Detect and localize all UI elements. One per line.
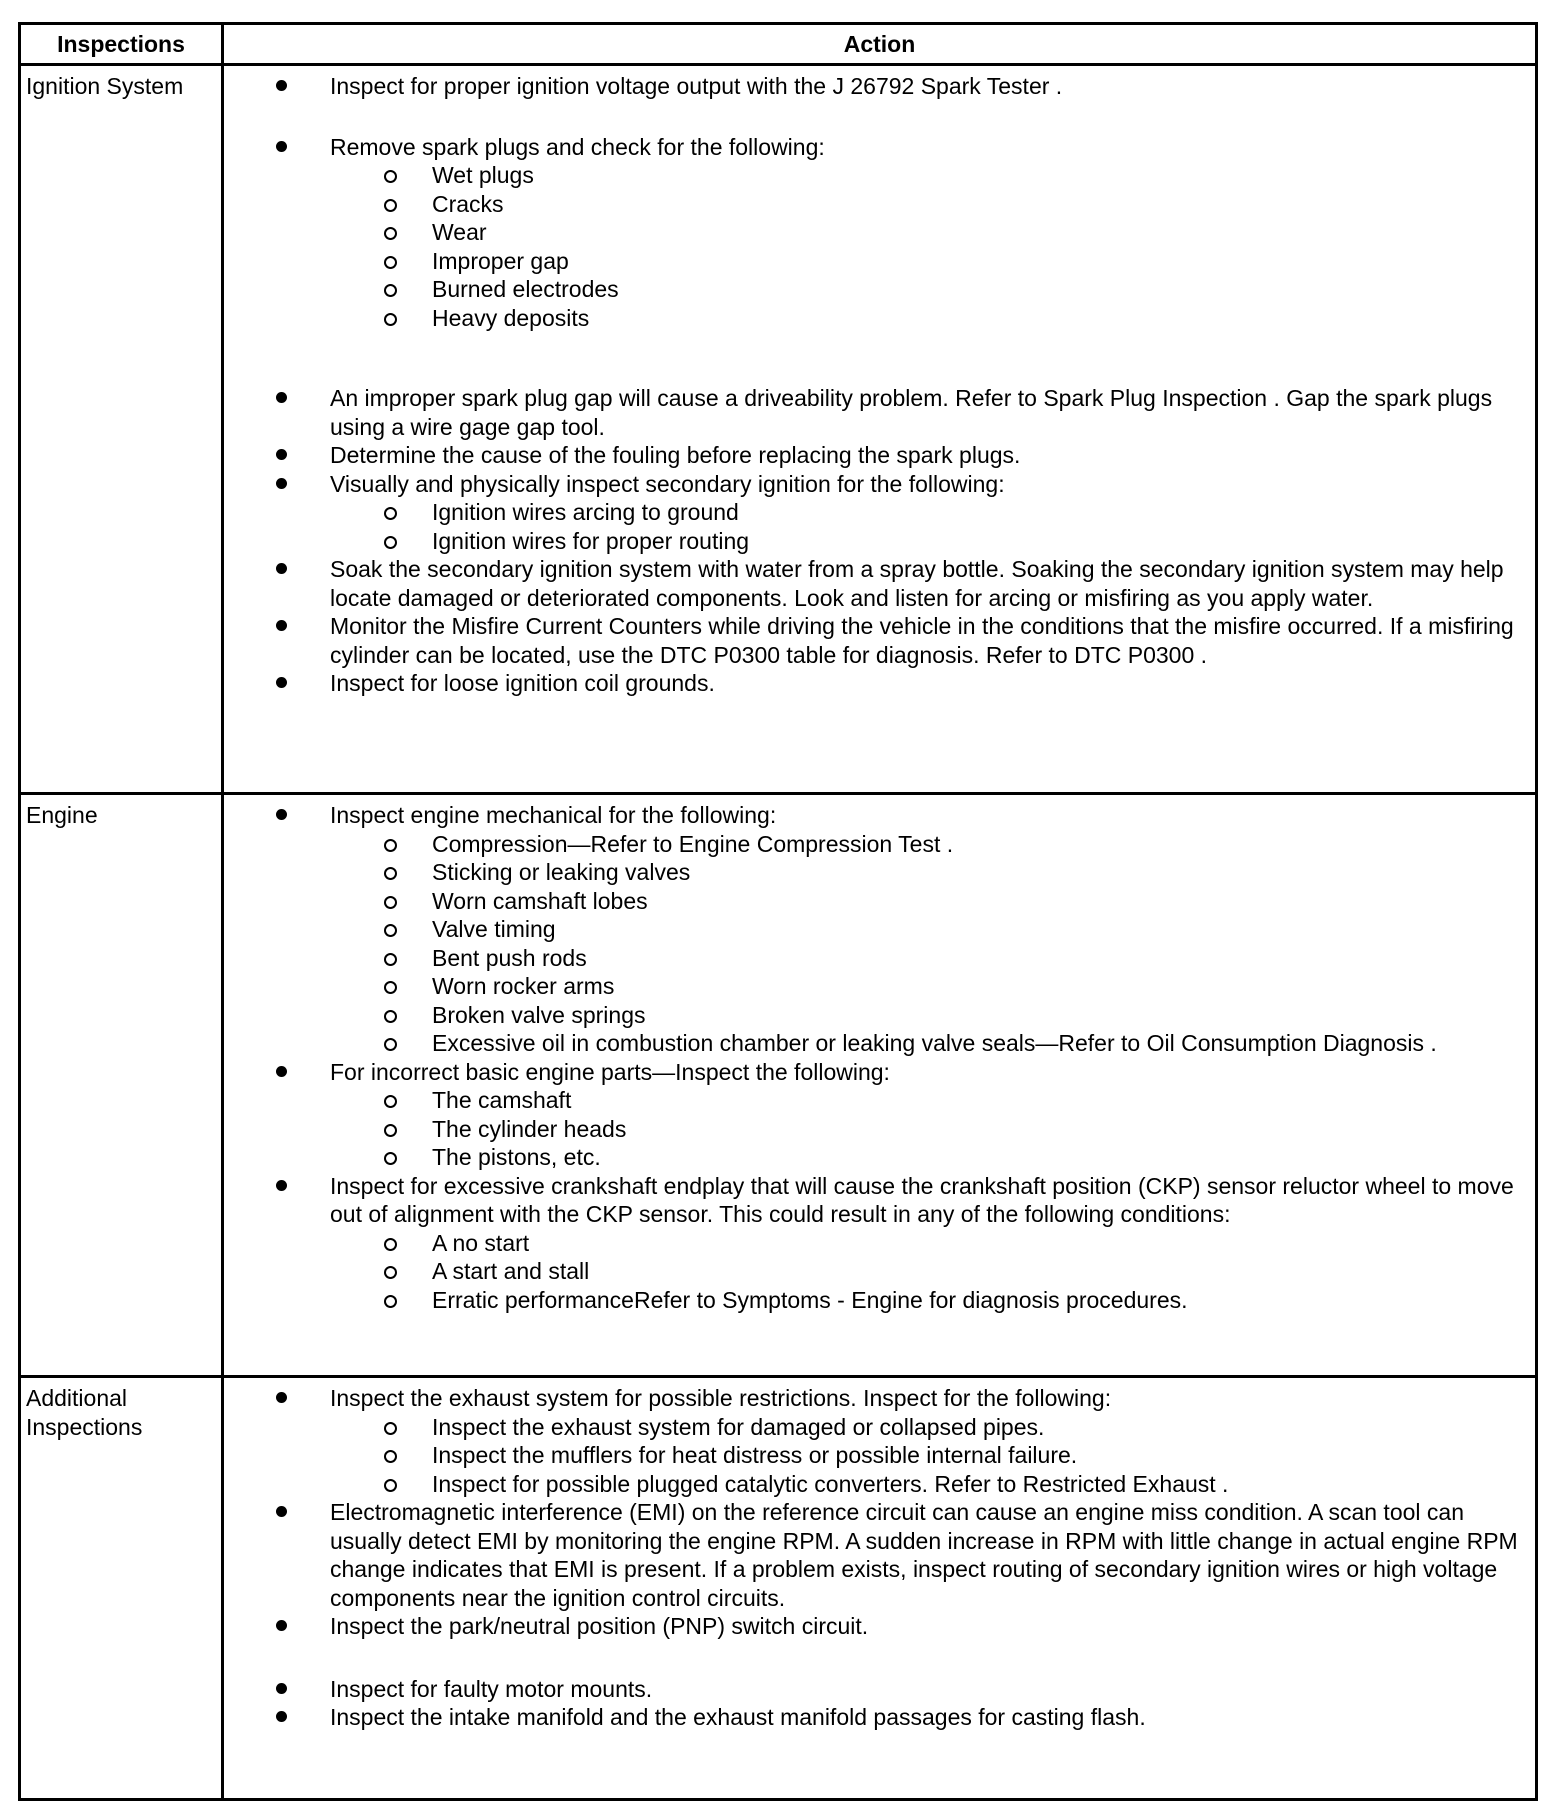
- list-item: [224, 1384, 1535, 1413]
- bullet-icon: [276, 563, 287, 574]
- sub-list-item-text: Inspect the exhaust system for damaged or collapsed pipes.: [432, 1413, 1045, 1440]
- sub-list-item-text: Burned electrodes: [432, 276, 619, 302]
- sub-list-item: [224, 1441, 1535, 1470]
- circle-bullet-icon: [384, 924, 397, 937]
- bullet-icon: [276, 449, 287, 460]
- row-label: Engine: [20, 794, 223, 1377]
- sub-list-item: [224, 275, 1535, 304]
- list-item-text: Inspect engine mechanical for the following:: [330, 802, 777, 828]
- sub-list-item: [224, 161, 1535, 190]
- list-item-text: Soak the secondary ignition system with water from a spray bottle. Soaking the secondary ignition system may help locate damaged or deteriorated components. Look and listen for arcing or misfiring as you apply water.: [330, 556, 1504, 611]
- sub-list-item-text: Wet plugs: [432, 162, 534, 188]
- sub-list-item-text: Wear: [432, 219, 487, 245]
- circle-bullet-icon: [384, 256, 397, 269]
- sub-list-item: [224, 830, 1535, 859]
- list-item-text: Inspect the intake manifold and the exhaust manifold passages for casting flash.: [330, 1704, 1146, 1730]
- circle-bullet-icon: [384, 1238, 397, 1251]
- sub-list-item: [224, 1470, 1535, 1499]
- sub-list-item: [224, 1413, 1535, 1442]
- bullet-icon: [276, 1066, 287, 1077]
- bullet-icon: [276, 392, 287, 403]
- action-cell: [223, 65, 1537, 794]
- list-item-text: Inspect for faulty motor mounts.: [330, 1675, 653, 1702]
- circle-bullet-icon: [384, 1450, 397, 1463]
- sub-list-item: [224, 1029, 1535, 1058]
- table-row: [20, 794, 1537, 1377]
- list-item-text: Monitor the Misfire Current Counters while driving the vehicle in the conditions that the misfire occurred. If a misfiring cylinder can be located, use the DTC P0300 table for diagnosis. Refer to DTC P0300 .: [330, 613, 1514, 668]
- row-label: Additional Inspections: [20, 1377, 223, 1800]
- sub-list-item: [224, 887, 1535, 916]
- circle-bullet-icon: [384, 199, 397, 212]
- sub-list-item-text: Valve timing: [432, 916, 556, 942]
- sub-list-item: [224, 190, 1535, 219]
- circle-bullet-icon: [384, 953, 397, 966]
- circle-bullet-icon: [384, 896, 397, 909]
- list-item-text: Inspect for loose ignition coil grounds.: [330, 670, 715, 696]
- sub-list-item: [224, 1229, 1535, 1258]
- bullet-icon: [276, 1683, 287, 1694]
- circle-bullet-icon: [384, 536, 397, 549]
- circle-bullet-icon: [384, 1010, 397, 1023]
- sub-list-item-text: Broken valve springs: [432, 1001, 646, 1028]
- bullet-icon: [276, 809, 287, 820]
- list-item: [224, 555, 1535, 612]
- sub-list-item-text: A start and stall: [432, 1258, 590, 1284]
- sub-list-item-text: Sticking or leaking valves: [432, 859, 691, 885]
- list-item: [224, 1498, 1535, 1612]
- bullet-icon: [276, 1180, 287, 1191]
- circle-bullet-icon: [384, 507, 397, 520]
- circle-bullet-icon: [384, 227, 397, 240]
- circle-bullet-icon: [384, 284, 397, 297]
- list-item: [224, 1703, 1535, 1732]
- sub-list-item: [224, 1257, 1535, 1286]
- circle-bullet-icon: [384, 867, 397, 880]
- bullet-icon: [276, 141, 287, 152]
- list-item: [224, 1058, 1535, 1087]
- circle-bullet-icon: [384, 313, 397, 326]
- list-item: [224, 72, 1535, 101]
- bullet-icon: [276, 1620, 287, 1631]
- bullet-icon: [276, 1392, 287, 1403]
- row-label: Ignition System: [20, 65, 223, 794]
- sub-list-item-text: Erratic performanceRefer to Symptoms - Engine for diagnosis procedures.: [432, 1286, 1188, 1313]
- circle-bullet-icon: [384, 981, 397, 994]
- bullet-icon: [276, 478, 287, 489]
- list-item: [224, 612, 1535, 669]
- sub-list-item: [224, 972, 1535, 1001]
- sub-list-item-text: Cracks: [432, 190, 504, 217]
- list-item: [224, 133, 1535, 162]
- circle-bullet-icon: [384, 1479, 397, 1492]
- circle-bullet-icon: [384, 1038, 397, 1051]
- circle-bullet-icon: [384, 1295, 397, 1308]
- sub-list-item: [224, 1115, 1535, 1144]
- sub-list-item: [224, 915, 1535, 944]
- circle-bullet-icon: [384, 1422, 397, 1435]
- list-item-text: Inspect for proper ignition voltage output with the J 26792 Spark Tester .: [330, 73, 1063, 99]
- list-item: [224, 1172, 1535, 1229]
- table-row: [20, 65, 1537, 794]
- circle-bullet-icon: [384, 839, 397, 852]
- bullet-icon: [276, 1506, 287, 1517]
- sub-list-item-text: Improper gap: [432, 247, 569, 274]
- sub-list-item-text: The pistons, etc.: [432, 1144, 601, 1170]
- list-item: [224, 801, 1535, 830]
- sub-list-item: [224, 1286, 1535, 1315]
- list-item-text: Determine the cause of the fouling before replacing the spark plugs.: [330, 442, 1021, 468]
- sub-list-item-text: The camshaft: [432, 1087, 572, 1113]
- circle-bullet-icon: [384, 1266, 397, 1279]
- sub-list-item-text: Bent push rods: [432, 944, 587, 971]
- list-item: [224, 384, 1535, 441]
- header-action: Action: [223, 24, 1537, 65]
- list-item-text: Inspect for excessive crankshaft endplay that will cause the crankshaft position (CKP) sensor reluctor wheel to move out of alignment with the CKP sensor. This could result in any of the following conditions:: [330, 1172, 1514, 1227]
- list-item: [224, 1675, 1535, 1704]
- list-item-text: An improper spark plug gap will cause a driveability problem. Refer to Spark Plug Inspection . Gap the spark plugs using a wire gage gap tool.: [330, 385, 1493, 440]
- action-cell: [223, 794, 1537, 1377]
- sub-list-item-text: Worn rocker arms: [432, 973, 615, 999]
- list-item: [224, 441, 1535, 470]
- list-item-text: Inspect the park/neutral position (PNP) switch circuit.: [330, 1613, 869, 1639]
- inspection-table: [18, 22, 1538, 1801]
- list-item: [224, 1612, 1535, 1641]
- circle-bullet-icon: [384, 1095, 397, 1108]
- sub-list-item-text: Excessive oil in combustion chamber or leaking valve seals—Refer to Oil Consumption Diagnosis .: [432, 1030, 1437, 1056]
- sub-list-item: [224, 1086, 1535, 1115]
- list-item: [224, 470, 1535, 499]
- list-item-text: Inspect the exhaust system for possible restrictions. Inspect for the following:: [330, 1385, 1112, 1411]
- sub-list-item: [224, 218, 1535, 247]
- bullet-icon: [276, 1711, 287, 1722]
- list-item-text: Remove spark plugs and check for the following:: [330, 133, 825, 160]
- sub-list-item: [224, 527, 1535, 556]
- sub-list-item: [224, 858, 1535, 887]
- list-item-text: Visually and physically inspect secondary ignition for the following:: [330, 470, 1005, 497]
- list-item-text: Electromagnetic interference (EMI) on the reference circuit can cause an engine miss condition. A scan tool can usually detect EMI by monitoring the engine RPM. A sudden increase in RPM with little change in actual engine RPM change indicates that EMI is present. If a problem exists, inspect routing of secondary ignition wires or high voltage components near the ignition control circuits.: [330, 1499, 1518, 1611]
- sub-list-item-text: A no start: [432, 1229, 530, 1256]
- sub-list-item: [224, 498, 1535, 527]
- sub-list-item-text: Heavy deposits: [432, 304, 590, 331]
- sub-list-item: [224, 247, 1535, 276]
- table-row: [20, 1377, 1537, 1800]
- sub-list-item-text: Worn camshaft lobes: [432, 887, 648, 914]
- sub-list-item-text: Inspect for possible plugged catalytic converters. Refer to Restricted Exhaust .: [432, 1470, 1229, 1497]
- circle-bullet-icon: [384, 1124, 397, 1137]
- sub-list-item: [224, 1001, 1535, 1030]
- header-inspections: Inspections: [20, 24, 223, 65]
- sub-list-item-text: Inspect the mufflers for heat distress or possible internal failure.: [432, 1442, 1078, 1468]
- bullet-icon: [276, 80, 287, 91]
- list-item: [224, 669, 1535, 698]
- sub-list-item: [224, 304, 1535, 333]
- sub-list-item-text: Compression—Refer to Engine Compression Test .: [432, 830, 954, 857]
- bullet-icon: [276, 677, 287, 688]
- bullet-icon: [276, 620, 287, 631]
- sub-list-item: [224, 944, 1535, 973]
- circle-bullet-icon: [384, 170, 397, 183]
- sub-list-item: [224, 1143, 1535, 1172]
- list-item-text: For incorrect basic engine parts—Inspect the following:: [330, 1058, 890, 1085]
- sub-list-item-text: The cylinder heads: [432, 1115, 627, 1142]
- action-cell: [223, 1377, 1537, 1800]
- sub-list-item-text: Ignition wires arcing to ground: [432, 499, 739, 525]
- circle-bullet-icon: [384, 1152, 397, 1165]
- sub-list-item-text: Ignition wires for proper routing: [432, 527, 750, 554]
- header-row: [20, 24, 1537, 65]
